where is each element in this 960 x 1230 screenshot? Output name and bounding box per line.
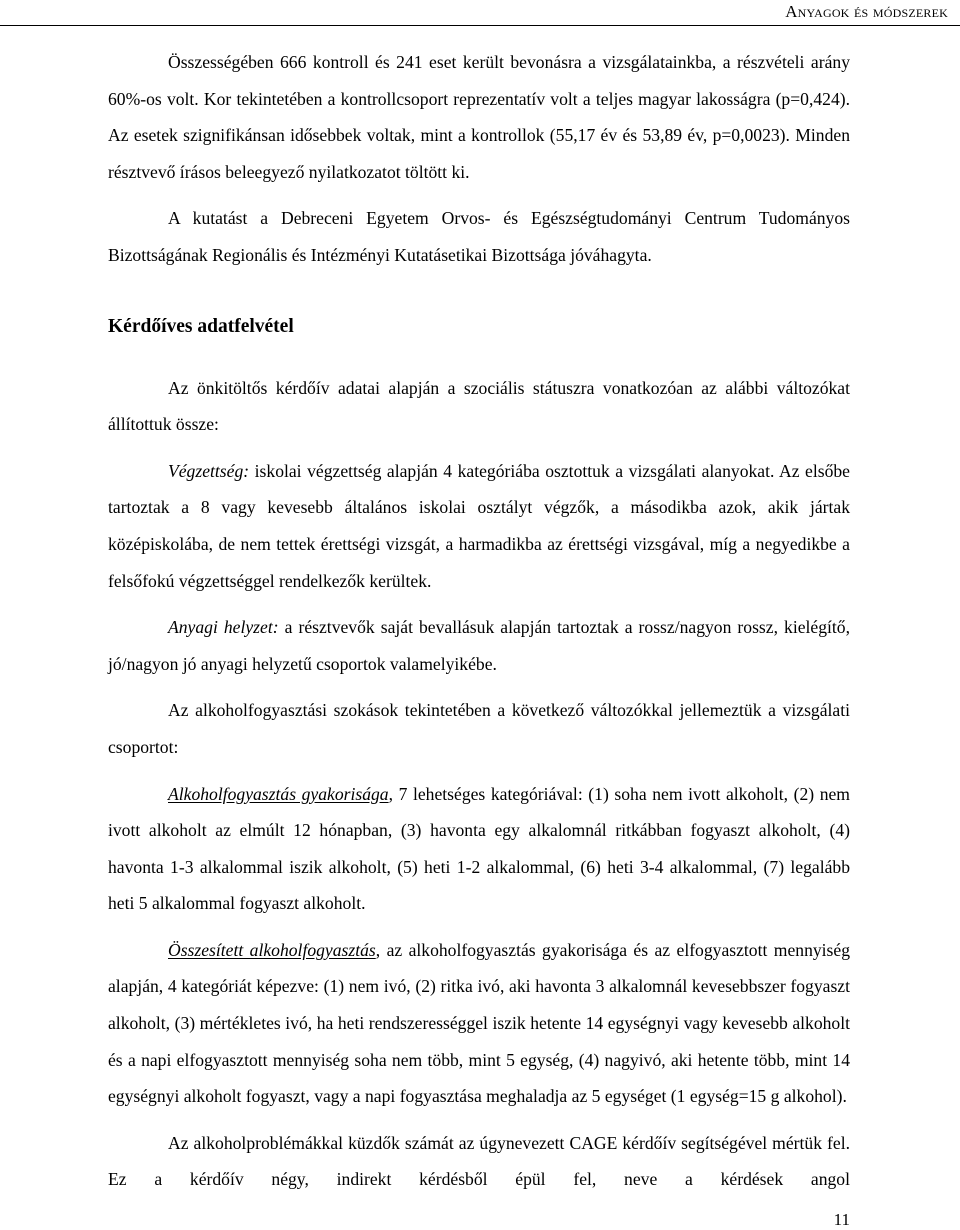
frequency-term: Alkoholfogyasztás gyakorisága bbox=[168, 783, 389, 804]
frequency-text: , 7 lehetséges kategóriával: (1) soha nem ivott alkoholt, (2) nem ivott alkoholt az elmúlt 12 hónapban, (3) havonta egy alkalomnál ritkábban fogyaszt alkoholt, (4) havonta 1-3 alkalommal iszik alkoholt, (5) heti 1-2 alkalommal, (6) heti 3-4 alkalommal, (7) legalább heti 5 alkalommal fogyaszt alkoholt. bbox=[108, 783, 850, 914]
section-heading: Kérdőíves adatfelvétel bbox=[108, 315, 294, 337]
paragraph-education bbox=[108, 453, 850, 599]
paragraph-participation: Összességében 666 kontroll és 241 eset került bevonásra a vizsgálatainkba, a részvételi arány 60%-os volt. Kor tekintetében a kontrollcsoport reprezentatív volt a teljes magyar lakosságra (p=0,424). Az esetek szignifikánsan idősebbek voltak, mint a kontrollok (55,17 év és 53,89 év, p=0,0023). Minden résztvevő írásos beleegyező nyilatkozatot töltött ki. bbox=[108, 52, 850, 182]
paragraph-alcohol-intro: Az alkoholfogyasztási szokások tekintetében a következő változókkal jellemeztük a vizsgálati csoportot: bbox=[108, 700, 850, 757]
financial-term: Anyagi helyzet: bbox=[168, 617, 279, 638]
paragraph-combined bbox=[108, 932, 850, 1115]
running-title: Anyagok és módszerek bbox=[785, 2, 948, 21]
paragraph-cage: Az alkoholproblémákkal küzdők számát az úgynevezett CAGE kérdőív segítségével mértük fel. Ez a kérdőív négy, indirekt kérdésből épül fel, neve a kérdések angol bbox=[108, 1132, 850, 1190]
financial-text: a résztvevők saját bevallásuk alapján tartoztak a rossz/nagyon rossz, kielégítő, jó/nagyon jó anyagi helyzetű csoportok valamelyikébe. bbox=[108, 617, 850, 674]
education-text: iskolai végzettség alapján 4 kategóriába osztottuk a vizsgálati alanyokat. Az elsőbe tartoztak a 8 vagy kevesebb általános iskolai osztályt végzők, a másodikba azok, akik jártak középiskolába, de nem tettek érettségi vizsgát, a harmadikba az érettségi vizsgával, míg a negyedikbe a felsőfokú végzettséggel rendelkezők kerültek. bbox=[108, 460, 850, 591]
paragraph-financial bbox=[108, 609, 850, 682]
combined-term: Összesített alkoholfogyasztás bbox=[168, 939, 376, 960]
paragraph-ethics-approval: A kutatást a Debreceni Egyetem Orvos- és Egészségtudományi Centrum Tudományos Bizottságának Regionális és Intézményi Kutatásetikai Bizottsága jóváhagyta. bbox=[108, 208, 850, 265]
education-term: Végzettség: bbox=[168, 460, 250, 481]
running-header bbox=[0, 0, 960, 26]
combined-text: , az alkoholfogyasztás gyakorisága és az elfogyasztott mennyiség alapján, 4 kategóriát képezve: (1) nem ivó, (2) ritka ivó, aki havonta 3 alkalomnál kevesebbszer fogyaszt alkoholt, (3) mértékletes ivó, ha heti rendszerességgel iszik hetente 14 egységnyi vagy kevesebb alkoholt és a napi elfogyasztott mennyiség soha nem több, mint 5 egység, (4) nagyivó, aki hetente több, mint 14 egységnyi alkoholt fogyaszt, vagy a napi fogyasztása meghaladja az 5 egységet (1 egység=15 g alkohol). bbox=[108, 939, 851, 1107]
paragraph-intro: Az önkitöltős kérdőív adatai alapján a szociális státuszra vonatkozóan az alábbi változókat állítottuk össze: bbox=[108, 377, 850, 435]
page-body bbox=[108, 44, 850, 1198]
paragraph-frequency bbox=[108, 776, 850, 922]
page-number: 11 bbox=[833, 1210, 850, 1229]
